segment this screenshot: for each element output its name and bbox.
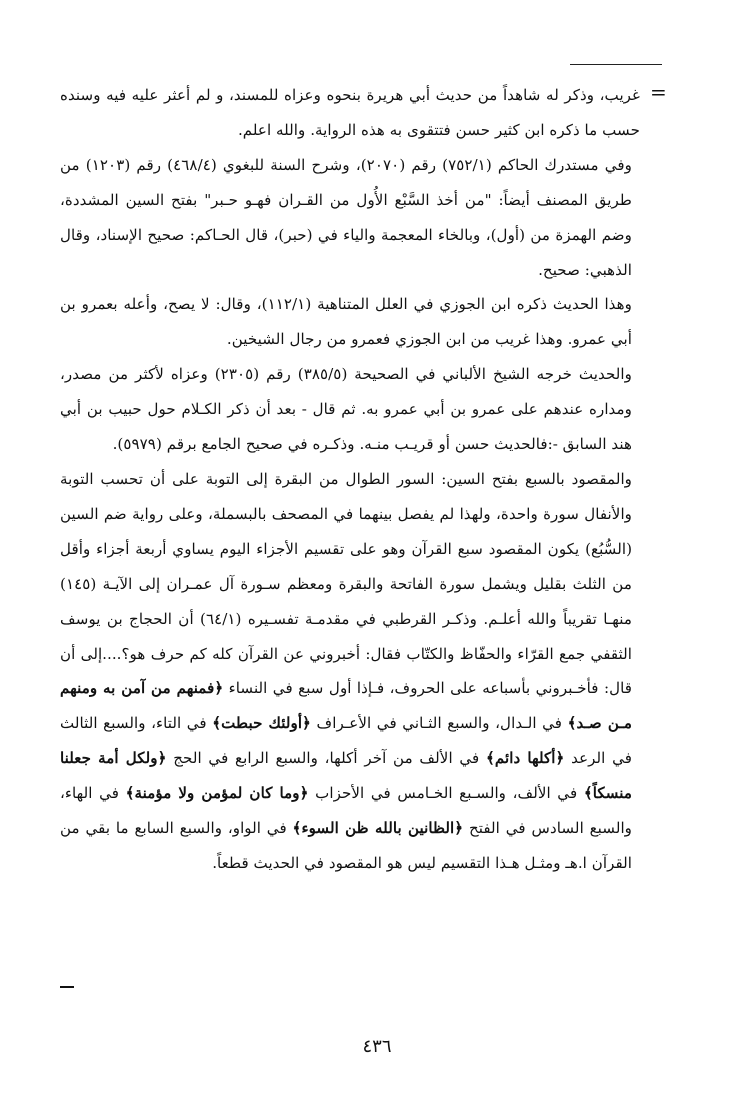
- footnote-end-mark: [60, 986, 74, 988]
- continuation-mark: =: [650, 80, 667, 104]
- quran-verse-quote: ﴿فمنهم من آمن به ومنهم مـن صـد﴾: [60, 679, 632, 733]
- footnote-paragraph: [60, 287, 640, 357]
- footnote-text-block: [60, 78, 640, 881]
- paragraph-text: في الواو، والسبع السابع ما بقي من القرآن ا.هـ ومثـل هـذا التقسيم ليس هو المقصود في الحديث قطعاً.: [60, 819, 632, 872]
- paragraph-text: في التاء، والسبع الثالث في الرعد: [60, 714, 632, 768]
- footnote-paragraph: [60, 462, 640, 881]
- paragraph-text: وفي مستدرك الحاكم (٧٥٢/١) رقم (٢٠٧٠)، وشرح السنة للبغوي (٤٦٨/٤) رقم (١٢٠٣) من طريق المصنف أيضاً: "من أخذ السَّبْع الأُول من القـران فهـو حـبر" بفتح السين المشددة، وضم الهمزة من (أول)، وبالخاء المعجمة والياء في (حبر)، قال الحـاكم: صحيح الإسناد، وقال الذهبي: صحيح.: [60, 155, 632, 279]
- paragraph-text: في الـدال، والسبع الثـاني في الأعـراف: [310, 714, 568, 733]
- paragraph-text: في الهاء، والسبع السادس في الفتح: [60, 784, 632, 838]
- footnote-separator-rule: [570, 64, 662, 65]
- footnote-paragraph: [60, 78, 640, 148]
- paragraph-text: والمقصود بالسبع بفتح السين: السور الطوال من البقرة إلى التوبة على أن تحسب التوبة والأنفال سورة واحدة، ولهذا لم يفصل بينهما في المصحف بالبسملة، وعلى رواية ضم السين (السُّبُع) يكون المقصود سبع القرآن وهو على تقسيم الأجزاء اليوم يساوي أربعة أجزاء وأقل من الثلث بقليل ويشمل سورة الفاتحة والبقرة ومعظم سـورة آل عمـران إلى الآيـة (١٤٥) منهـا تقريباً والله أعلـم. وذكـر القرطبي في مقدمـة تفسـيره (٦٤/١) أن الحجاج بن يوسف الثقفي جمع القرّاء والحفّاظ والكتّاب فقال: أخبروني عن القرآن كله كم حرف هو؟....إلى أن قال: فأخـبروني بأسباعه على الحروف، فـإذا أول سبع في النساء: [60, 469, 632, 698]
- quran-verse-quote: ﴿ولكل أمة جعلنا منسكاً﴾: [60, 749, 632, 803]
- footnote-paragraph: [60, 357, 640, 462]
- paragraph-text: في الألف من آخر أكلها، والسبع الرابع في الحج: [166, 749, 486, 768]
- quran-verse-quote: ﴿أولئك حبطت﴾: [212, 714, 311, 733]
- page-number: ٤٣٦: [362, 1036, 392, 1057]
- paragraph-text: في الألف، والسـبع الخـامس في الأحزاب: [308, 784, 584, 803]
- paragraph-text: وهذا الحديث ذكره ابن الجوزي في العلل المتناهية (١١٢/١)، وقال: لا يصح، وأعله بعمرو بن أبي عمرو. وهذا غريب من ابن الجوزي فعمرو من رجال الشيخين.: [60, 295, 632, 349]
- quran-verse-quote: ﴿وما كان لمؤمن ولا مؤمنة﴾: [125, 784, 309, 803]
- paragraph-text: غريب، وذكر له شاهداً من حديث أبي هريرة بنحوه وعزاه للمسند، و لم أعثر عليه فيه وسنده حسب ما ذكره ابن كثير حسن فتتقوى به هذه الرواية. والله اعلم.: [60, 86, 640, 139]
- paragraph-text: والحديث خرجه الشيخ الألباني في الصحيحة (٣٨٥/٥) رقم (٢٣٠٥) وعزاه لأكثر من مصدر، ومداره عندهم على عمرو بن أبي عمرو به. ثم قال - بعد أن ذكر الكـلام حول حبيب بن أبي هند السابق -:فالحديث حسن أو قريـب منـه. وذكـره في صحيح الجامع برقم (٥٩٧٩).: [60, 365, 632, 454]
- quran-verse-quote: ﴿أكلها دائم﴾: [486, 749, 565, 768]
- footnote-paragraph: [60, 148, 640, 288]
- quran-verse-quote: ﴿الظانين بالله ظن السوء﴾: [292, 819, 464, 838]
